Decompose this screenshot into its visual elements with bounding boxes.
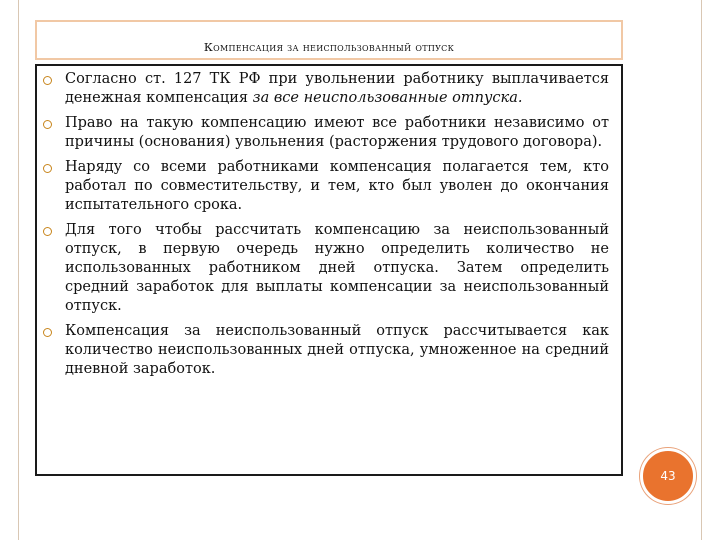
slide-title: Компенсация за неиспользованный отпуск bbox=[203, 40, 455, 54]
title-box bbox=[35, 20, 623, 60]
ring-bullet-icon bbox=[43, 76, 52, 85]
right-guide-line bbox=[701, 0, 702, 540]
ring-bullet-icon bbox=[43, 328, 52, 337]
content-box bbox=[35, 64, 623, 476]
bullet-text: Право на такую компенсацию имеют все работники независимо от причины (основания) увольнения (расторжения трудового договора). bbox=[65, 115, 609, 150]
bullet-item bbox=[37, 221, 617, 316]
ring-bullet-icon bbox=[43, 120, 52, 129]
bullet-text-emphasis: за все неиспользованные отпуска. bbox=[252, 90, 523, 106]
bullet-item bbox=[37, 70, 617, 108]
bullet-list bbox=[37, 70, 617, 385]
left-guide-line bbox=[18, 0, 19, 540]
bullet-text: Компенсация за неиспользованный отпуск рассчитывается как количество неиспользованных дней отпуска, умноженное на средний дневной заработок. bbox=[65, 323, 609, 377]
ring-bullet-icon bbox=[43, 227, 52, 236]
page-number: 43 bbox=[660, 469, 676, 483]
bullet-text-main: Согласно ст. 127 ТК РФ при увольнении работнику выплачивается денежная компенсация bbox=[65, 71, 609, 106]
bullet-item bbox=[37, 322, 617, 379]
ring-bullet-icon bbox=[43, 164, 52, 173]
bullet-item bbox=[37, 158, 617, 215]
bullet-text: Для того чтобы рассчитать компенсацию за неиспользованный отпуск, в первую очередь нужно определить количество не использованных работником дней отпуска. Затем определить средний заработок для выплаты компенсации за неиспользованный отпуск. bbox=[65, 222, 609, 314]
page-number-badge bbox=[640, 448, 696, 504]
bullet-text bbox=[65, 70, 609, 108]
bullet-item bbox=[37, 114, 617, 152]
bullet-text: Наряду со всеми работниками компенсация полагается тем, кто работал по совместительству, и тем, кто был уволен до окончания испытательного срока. bbox=[65, 159, 609, 213]
